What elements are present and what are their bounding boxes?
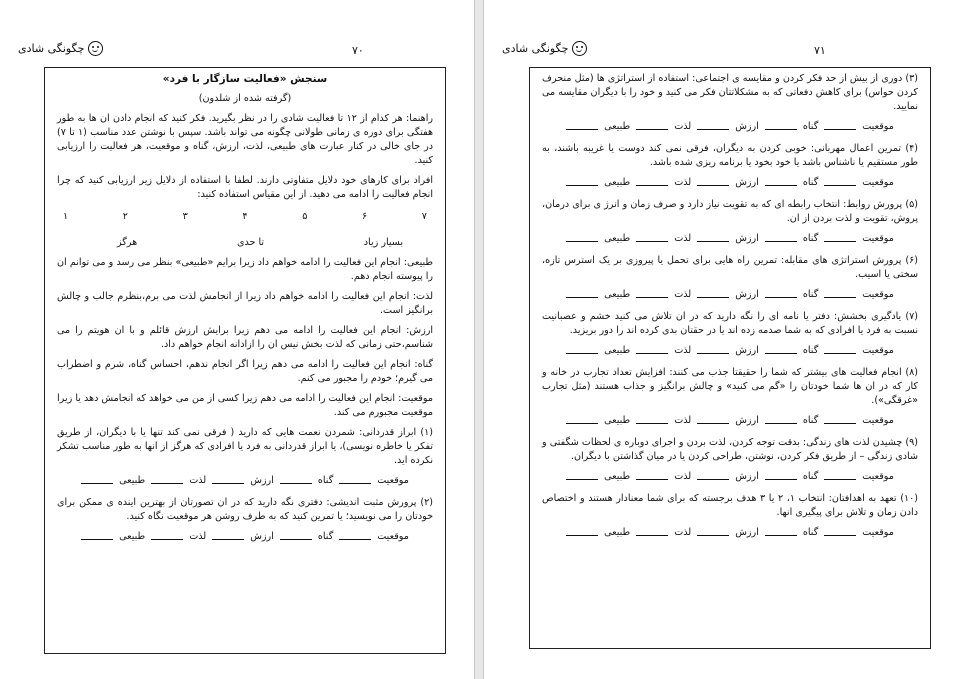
scale-number: ۶ — [361, 211, 368, 222]
rating-label: لذت — [189, 475, 207, 486]
smiley-icon — [572, 41, 587, 56]
assessment-subtitle: (گرفته شده از شلدون) — [198, 93, 292, 104]
rating-blank[interactable] — [697, 288, 729, 298]
rating-label: گناه — [802, 527, 819, 538]
rating-blank[interactable] — [151, 530, 183, 540]
rating-label: طبیعی — [604, 345, 631, 356]
rating-label: طبیعی — [604, 415, 631, 426]
rating-blank[interactable] — [765, 526, 797, 536]
instructions: راهنما: هر کدام از ۱۲ تا فعالیت شادی را در نظر بگیرید. فکر کنید که انجام دادن ان ها به طور هفتگی برای دوره ی زمانی طولانی چگونه می تواند باشد. سپس با نوشتن عدد مناسب (۱ تا ۷) در جای خالی در کنار عبارت های طبیعی، لذت، ارزش، گناه و موقعیت، هر فعالیت را ارزیابی کنید. — [57, 113, 433, 166]
reasons-intro: افراد برای کارهای خود دلایل متفاوتی دارند. لطفا با استفاده از دلایل زیر ارزیابی کنید که چرا انجام فعالیت را ادامه می دهید. از این مقیاس استفاده کنید: — [57, 175, 433, 200]
rating-label: گناه — [802, 289, 819, 300]
rating-blank[interactable] — [212, 474, 244, 484]
rating-label: لذت — [674, 527, 692, 538]
rating-label: لذت — [674, 177, 692, 188]
rating-label: طبیعی — [604, 121, 631, 132]
rating-row — [542, 470, 918, 484]
rating-row — [542, 344, 918, 358]
activity-item: (۸) انجام فعالیت های بیشتر که شما را حقیقتا جذب می کنند: افزایش تعداد تجارب در خانه و کار که در ان ها شما خودتان را «گم می کنید» و چالش برانگیز و جذاب هستند (مثل تجارب «غرقگی»). — [542, 367, 918, 406]
activity-item: (۳) دوری از بیش از حد فکر کردن و مقایسه ی اجتماعی: استفاده از استراتژی ها (مثل منحرف کردن حواس) برای کاهش دفعاتی که به مشکلاتتان فکر می کنید و خود را با دیگران مقایسه می نمایید. — [542, 73, 918, 112]
rating-blank[interactable] — [339, 474, 371, 484]
rating-blank[interactable] — [765, 414, 797, 424]
rating-label: ارزش — [735, 177, 759, 188]
activity-item: (۲) پرورش مثبت اندیشی: دفتری نگه دارید که در ان تصورتان از بهترین اینده ی ممکن برای خودتان را می نویسید؛ یا تمرین کنید که به طرف روشن هر موقعیت نگاه کنید. — [57, 497, 433, 522]
rating-label: طبیعی — [604, 471, 631, 482]
anchor-high: بسیار زیاد — [363, 237, 403, 248]
rating-blank[interactable] — [636, 232, 668, 242]
rating-blank[interactable] — [697, 470, 729, 480]
rating-blank[interactable] — [697, 526, 729, 536]
rating-blank[interactable] — [697, 232, 729, 242]
rating-label: طبیعی — [604, 177, 631, 188]
rating-row — [542, 120, 918, 134]
rating-row — [542, 176, 918, 190]
page-number: ۷۱ — [814, 44, 826, 57]
activity-item: (۷) یادگیری بخشش: دفتر یا نامه ای را نگه دارید که در ان تلاش می کنید خشم و عصبانیت نسبت به فرد یا افرادی که به شما صدمه زده اند یا در حقتان بدی کرده اند را دور بریزید. — [542, 311, 918, 336]
rating-label: گناه — [802, 177, 819, 188]
rating-label: موقعیت — [862, 527, 894, 538]
rating-label: موقعیت — [377, 475, 409, 486]
rating-label: ارزش — [735, 527, 759, 538]
page-number: ۷۰ — [352, 44, 364, 57]
rating-label: لذت — [674, 233, 692, 244]
rating-blank[interactable] — [566, 288, 598, 298]
rating-label: موقعیت — [862, 289, 894, 300]
header-title: چگونگی شادی — [502, 42, 569, 55]
rating-label: ارزش — [250, 531, 274, 542]
rating-label: گناه — [802, 415, 819, 426]
activity-item: (۱) ابراز قدردانی: شمردن نعمت هایی که دارید ( فرقی نمی کند تنها یا با دیگران، از طریق تفکر یا خاطره نویسی)، یا ابراز قدردانی به فرد یا افرادی که هرگز از انها به طور مناسب تشکر نکرده اید. — [57, 427, 433, 466]
rating-row — [542, 288, 918, 302]
rating-label: گناه — [802, 345, 819, 356]
rating-label: طبیعی — [119, 475, 146, 486]
left-page — [0, 0, 474, 679]
rating-blank[interactable] — [765, 176, 797, 186]
header-title: چگونگی شادی — [18, 42, 85, 55]
scale-number: ۴ — [242, 211, 248, 222]
page-header — [18, 41, 103, 56]
rating-blank[interactable] — [765, 288, 797, 298]
rating-label: ارزش — [735, 233, 759, 244]
rating-label: ارزش — [250, 475, 274, 486]
rating-label: لذت — [674, 289, 692, 300]
assessment-box — [44, 67, 446, 654]
activities-box — [529, 67, 931, 649]
scale-number: ۷ — [421, 211, 427, 222]
rating-blank[interactable] — [824, 176, 856, 186]
rating-blank[interactable] — [765, 120, 797, 130]
activity-item: (۵) پرورش روابط: انتخاب رابطه ای که به تقویت نیاز دارد و صرف زمان و انرژ ی برای درمان، پروش، تقویت و لذت بردن از ان. — [542, 199, 918, 224]
rating-label: طبیعی — [119, 531, 146, 542]
rating-label: موقعیت — [862, 177, 894, 188]
definition-value: ارزش: انجام این فعالیت را ادامه می دهم زیرا برایش ارزش قائلم و با ان هویتم را می شناسم،حتی زمانی که لذت بخش نیس ان را ازادانه انجام خواهم داد. — [57, 325, 433, 350]
rating-label: لذت — [674, 471, 692, 482]
rating-label: لذت — [674, 345, 692, 356]
definition-situation: موقعیت: انجام این فعالیت را ادامه می دهم زیرا کسی از من می خواهد که انجامش دهد یا زیرا موقعیت مجبورم می کند. — [57, 393, 433, 418]
rating-blank[interactable] — [566, 344, 598, 354]
rating-label: ارزش — [735, 415, 759, 426]
rating-blank[interactable] — [697, 120, 729, 130]
rating-row — [542, 526, 918, 540]
rating-blank[interactable] — [697, 344, 729, 354]
rating-blank[interactable] — [765, 232, 797, 242]
rating-blank[interactable] — [81, 530, 113, 540]
definition-natural: طبیعی: انجام این فعالیت را ادامه خواهم داد زیرا برایم «طبیعی» بنظر می رسد و می توانم ان را پیوسته انجام دهم. — [57, 257, 433, 282]
rating-blank[interactable] — [636, 288, 668, 298]
rating-label: لذت — [674, 121, 692, 132]
rating-blank[interactable] — [636, 526, 668, 536]
page-header — [502, 41, 587, 56]
rating-label: طبیعی — [604, 289, 631, 300]
rating-blank[interactable] — [566, 526, 598, 536]
rating-label: لذت — [189, 531, 207, 542]
rating-label: موقعیت — [862, 233, 894, 244]
activity-item: (۶) پرورش استراتژی های مقابله: تمرین راه هایی برای تحمل یا پیروزی بر یک استرس تازه، سختی یا اسیب. — [542, 255, 918, 280]
rating-blank[interactable] — [824, 288, 856, 298]
definition-guilt: گناه: انجام این فعالیت را ادامه می دهم زیرا اگر انجام ندهم، احساس گناه، شرم و اضطراب می گیرم؛ خودم را مجبور می کنم. — [57, 359, 433, 384]
rating-blank[interactable] — [824, 470, 856, 480]
rating-blank[interactable] — [765, 344, 797, 354]
definition-enjoyment: لذت: انجام این فعالیت را ادامه خواهم داد زیرا از انجامش لذت می برم،بنظرم جالب و چالش برانگیز است. — [57, 291, 433, 316]
scale-number: ۲ — [122, 211, 128, 222]
anchor-low: هرگز — [117, 237, 138, 248]
rating-blank[interactable] — [81, 474, 113, 484]
rating-label: گناه — [802, 233, 819, 244]
rating-blank[interactable] — [339, 530, 371, 540]
assessment-title: سنجش «فعالیت سازگار با فرد» — [162, 73, 328, 85]
rating-label: طبیعی — [604, 233, 631, 244]
scale-number: ۵ — [302, 211, 308, 222]
rating-label: گناه — [317, 531, 334, 542]
rating-label: ارزش — [735, 345, 759, 356]
rating-label: گناه — [317, 475, 334, 486]
scale-number: ۱ — [63, 211, 69, 222]
rating-label: موقعیت — [862, 471, 894, 482]
rating-blank[interactable] — [824, 344, 856, 354]
activity-item: (۹) چشیدن لذت های زندگی: بدقت توجه کردن، لذت بردن و اجرای دوباره ی لحظات شگفتی و شادی زندگی – از طریق فکر کردن، نوشتن، طراحی کردن یا در میان گذاشتن با دیگران. — [542, 437, 918, 462]
rating-label: موقعیت — [862, 415, 894, 426]
rating-blank[interactable] — [566, 470, 598, 480]
rating-blank[interactable] — [824, 232, 856, 242]
rating-blank[interactable] — [636, 176, 668, 186]
rating-label: موقعیت — [862, 345, 894, 356]
rating-blank[interactable] — [636, 470, 668, 480]
rating-label: گناه — [802, 471, 819, 482]
rating-blank[interactable] — [697, 414, 729, 424]
rating-blank[interactable] — [636, 120, 668, 130]
rating-row — [57, 530, 433, 544]
rating-blank[interactable] — [697, 176, 729, 186]
rating-label: ارزش — [735, 471, 759, 482]
rating-blank[interactable] — [824, 414, 856, 424]
rating-blank[interactable] — [636, 414, 668, 424]
activity-list — [542, 72, 918, 540]
rating-blank[interactable] — [824, 120, 856, 130]
rating-label: طبیعی — [604, 527, 631, 538]
smiley-icon — [88, 41, 103, 56]
rating-row — [542, 232, 918, 246]
rating-label: ارزش — [735, 289, 759, 300]
right-page — [484, 0, 958, 679]
rating-label: لذت — [674, 415, 692, 426]
rating-blank[interactable] — [824, 526, 856, 536]
rating-blank[interactable] — [636, 344, 668, 354]
rating-blank[interactable] — [566, 414, 598, 424]
scale-numbers — [57, 210, 433, 224]
rating-label: گناه — [802, 121, 819, 132]
rating-blank[interactable] — [566, 176, 598, 186]
rating-blank[interactable] — [151, 474, 183, 484]
scale-anchors — [57, 236, 433, 250]
anchor-mid: تا حدی — [236, 237, 265, 248]
rating-label: موقعیت — [377, 531, 409, 542]
rating-row — [542, 414, 918, 428]
rating-blank[interactable] — [765, 470, 797, 480]
rating-label: ارزش — [735, 121, 759, 132]
rating-blank[interactable] — [280, 530, 312, 540]
rating-blank[interactable] — [280, 474, 312, 484]
rating-blank[interactable] — [566, 232, 598, 242]
scale-number: ۳ — [182, 211, 188, 222]
rating-label: موقعیت — [862, 121, 894, 132]
rating-blank[interactable] — [566, 120, 598, 130]
activity-item: (۴) تمرین اعمال مهربانی: خوبی کردن به دیگران، فرقی نمی کند دوست یا غریبه باشند، به طور مستقیم یا ناشناس باشد یا خود بخود یا برنامه ریزی شده باشد. — [542, 143, 918, 168]
rating-row — [57, 474, 433, 488]
activity-item: (۱۰) تعهد به اهدافتان: انتخاب ۱، ۲ یا ۳ هدف برجسته که برای شما معنادار هستند و اختصاص دادن زمان و تلاش برای پیگیری انها. — [542, 493, 918, 518]
rating-blank[interactable] — [212, 530, 244, 540]
